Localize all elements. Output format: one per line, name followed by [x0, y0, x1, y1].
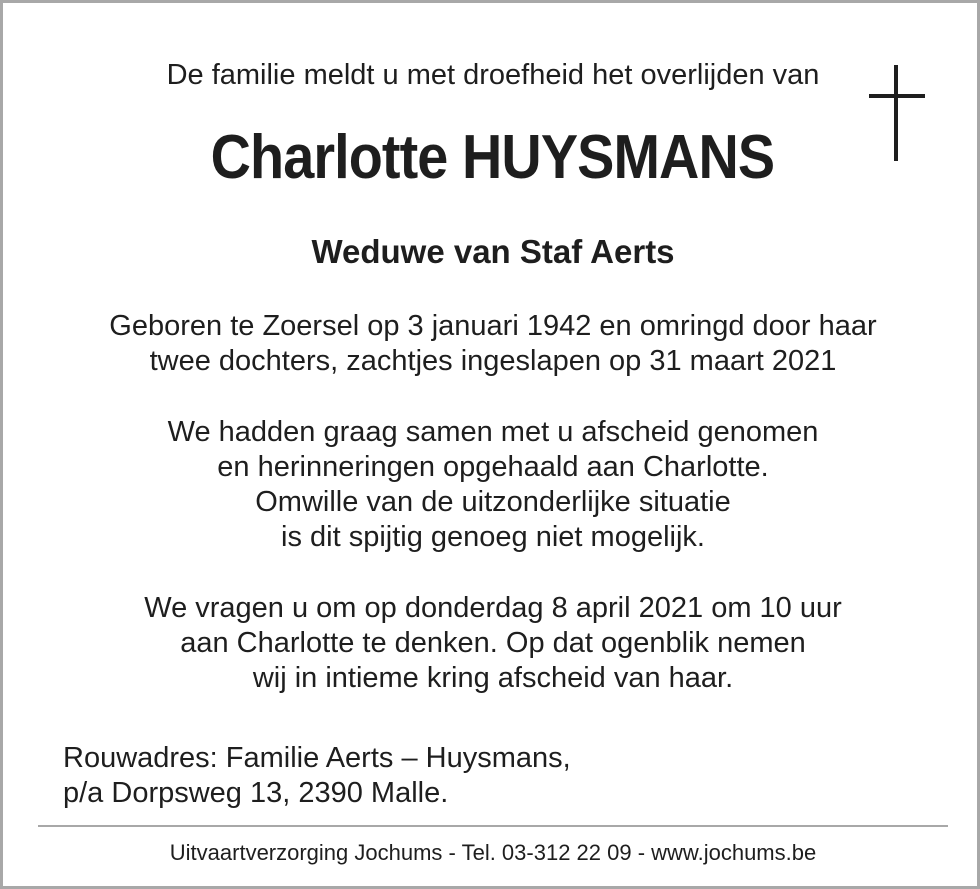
paragraph-line: Omwille van de uitzonderlijke situatie — [255, 486, 731, 518]
paragraph-line: twee dochters, zachtjes ingeslapen op 31 maart 2021 — [149, 345, 837, 377]
paragraph-line: Geboren te Zoersel op 3 januari 1942 en omringd door haar — [109, 310, 877, 342]
farewell-paragraph — [3, 415, 980, 555]
deceased-name: Charlotte HUYSMANS — [210, 123, 775, 192]
paragraph-line: en herinneringen opgehaald aan Charlotte. — [217, 451, 769, 483]
paragraph-line: aan Charlotte te denken. Op dat ogenblik nemen — [180, 627, 806, 659]
divider — [38, 825, 948, 827]
subtitle: Weduwe van Staf Aerts — [311, 233, 675, 270]
mourning-address — [63, 741, 571, 811]
paragraph-line: is dit spijtig genoeg niet mogelijk. — [281, 521, 705, 553]
remembrance-paragraph — [3, 591, 980, 696]
paragraph-line: We vragen u om op donderdag 8 april 2021 om 10 uur — [144, 592, 842, 624]
paragraph-line: wij in intieme kring afscheid van haar. — [252, 662, 734, 694]
address-line: p/a Dorpsweg 13, 2390 Malle. — [63, 777, 449, 809]
funeral-home-footer: Uitvaartverzorging Jochums - Tel. 03-312 22 09 - www.jochums.be — [169, 840, 817, 865]
paragraph-line: We hadden graag samen met u afscheid genomen — [167, 416, 819, 448]
intro-text: De familie meldt u met droefheid het overlijden van — [166, 59, 820, 91]
birth-paragraph — [3, 309, 980, 379]
address-line: Rouwadres: Familie Aerts – Huysmans, — [63, 742, 571, 774]
